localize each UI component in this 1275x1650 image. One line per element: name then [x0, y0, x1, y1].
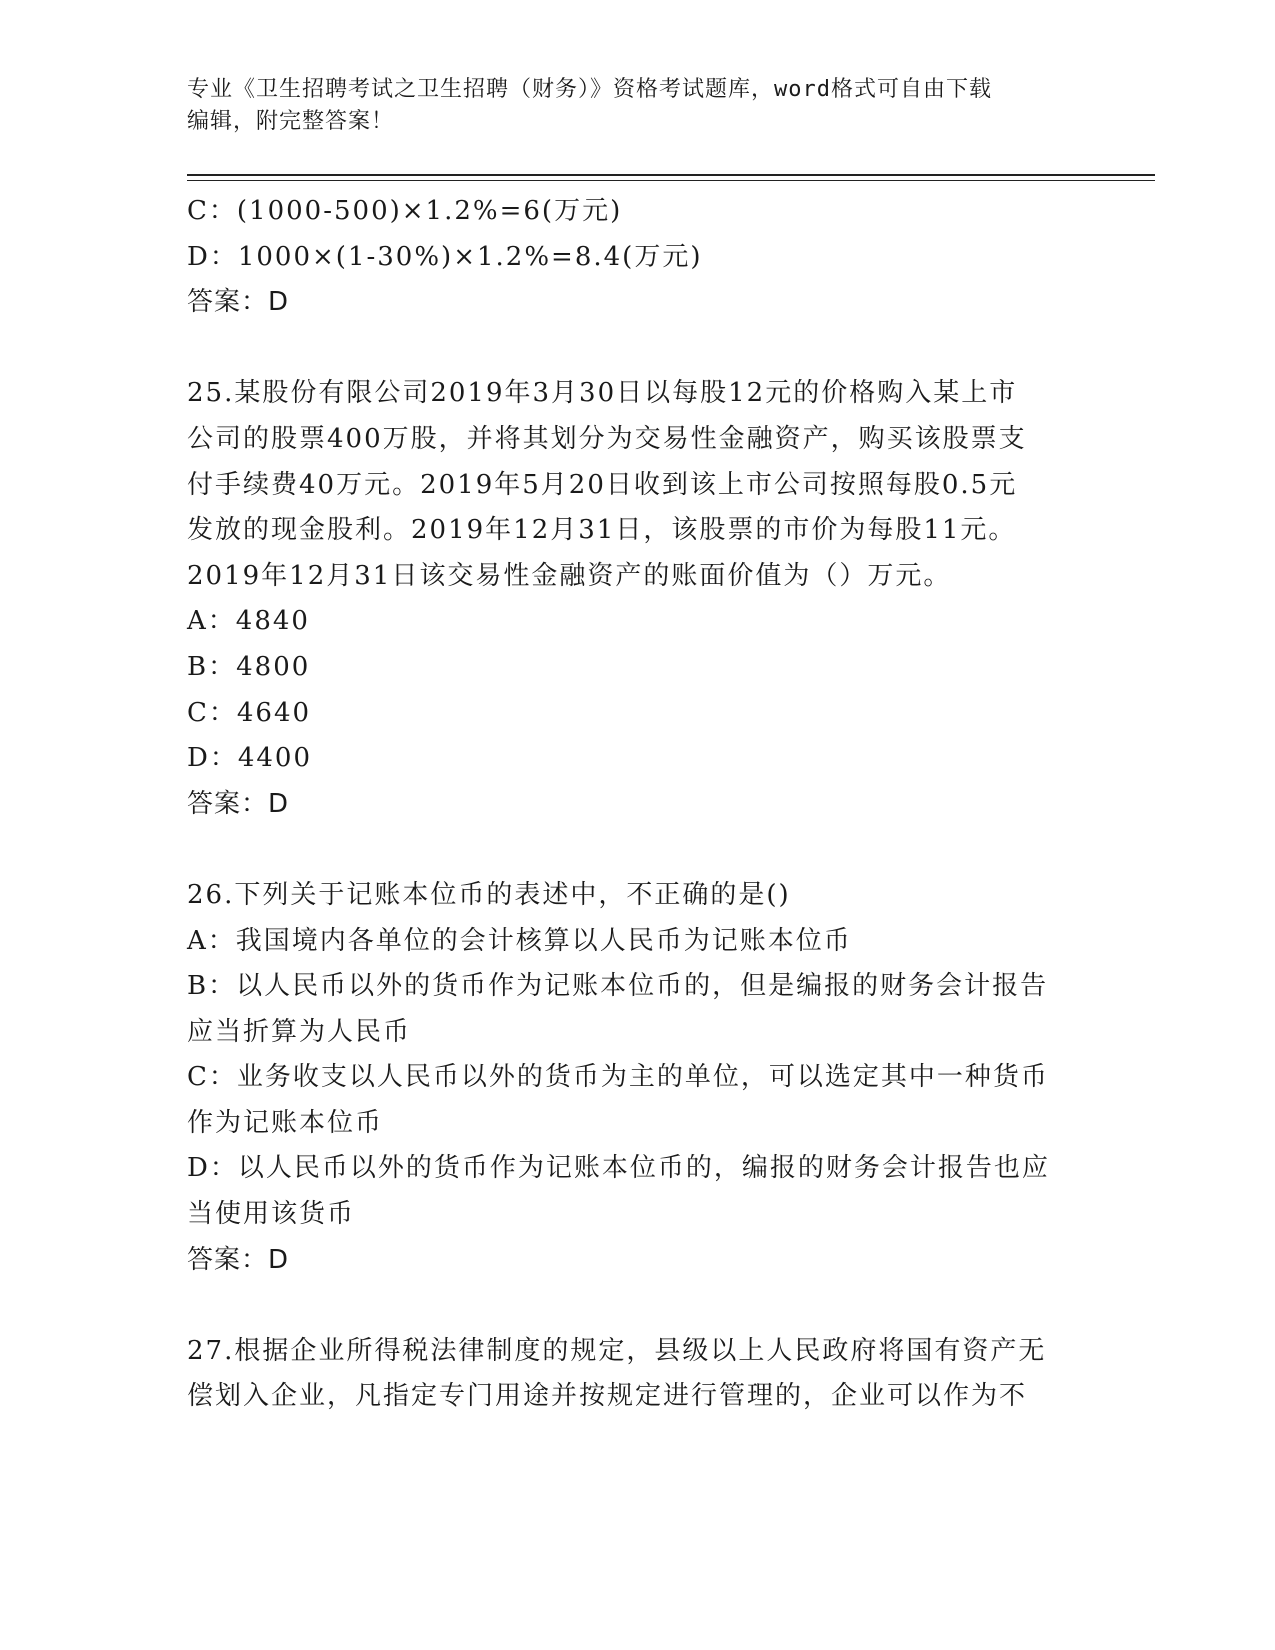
- q25-option-a: A：4840: [187, 606, 310, 637]
- spacer: [187, 827, 1087, 873]
- prev-option-c: C：(1000-500)×1.2%=6(万元): [187, 196, 623, 226]
- q26-stem: 26.下列关于记账本位币的表述中，不正确的是(): [187, 879, 791, 910]
- q25-option-d: D：4400: [187, 743, 313, 774]
- q25-option-b: B：4800: [187, 651, 311, 682]
- q26-option-a: A：我国境内各单位的会计核算以人民币为记账本位币: [187, 925, 852, 956]
- q26-option-c-line-1: C：业务收支以人民币以外的货币为主的单位，可以选定其中一种货币: [187, 1062, 1049, 1093]
- q26-answer: 答案：D: [187, 1244, 290, 1275]
- header-divider-thick: [187, 174, 1155, 176]
- prev-option-d: D：1000×(1-30%)×1.2%=8.4(万元): [187, 241, 703, 272]
- document-header: [187, 74, 1067, 138]
- header-divider-thin: [187, 180, 1155, 181]
- document-body: [187, 189, 1087, 1420]
- q25-stem-line-1: 25.某股份有限公司2019年3月30日以每股12元的价格购入某上市: [187, 378, 1018, 409]
- q25-option-c: C：4640: [187, 697, 312, 728]
- spacer: [187, 326, 1087, 372]
- prev-answer: 答案：D: [187, 287, 290, 318]
- q26-option-d-line-1: D：以人民币以外的货币作为记账本位币的，编报的财务会计报告也应: [187, 1153, 1050, 1184]
- q27-stem-line-2: 偿划入企业，凡指定专门用途并按规定进行管理的，企业可以作为不: [187, 1381, 1028, 1412]
- q26-option-b-line-1: B：以人民币以外的货币作为记账本位币的，但是编报的财务会计报告: [187, 971, 1049, 1002]
- header-line-1: 专业《卫生招聘考试之卫生招聘（财务）》资格考试题库，word格式可自由下载: [187, 77, 992, 102]
- q26-option-d-line-2: 当使用该货币: [187, 1199, 356, 1230]
- q26-option-c-line-2: 作为记账本位币: [187, 1107, 384, 1138]
- q25-stem-line-2: 公司的股票400万股，并将其划分为交易性金融资产，购买该股票支: [187, 423, 1027, 454]
- question-26: [187, 873, 1087, 1283]
- spacer: [187, 1283, 1087, 1329]
- question-27: [187, 1329, 1087, 1420]
- q25-stem-line-4: 发放的现金股利。2019年12月31日，该股票的市价为每股11元。: [187, 515, 1017, 546]
- question-25: [187, 371, 1087, 827]
- q25-stem-line-3: 付手续费40万元。2019年5月20日收到该上市公司按照每股0.5元: [187, 469, 1018, 500]
- header-line-2: 编辑，附完整答案！: [187, 109, 395, 134]
- q25-stem-line-5: 2019年12月31日该交易性金融资产的账面价值为（）万元。: [187, 560, 952, 591]
- q26-option-b-line-2: 应当折算为人民币: [187, 1016, 412, 1047]
- q25-answer: 答案：D: [187, 788, 290, 819]
- q27-stem-line-1: 27.根据企业所得税法律制度的规定，县级以上人民政府将国有资产无: [187, 1335, 1047, 1366]
